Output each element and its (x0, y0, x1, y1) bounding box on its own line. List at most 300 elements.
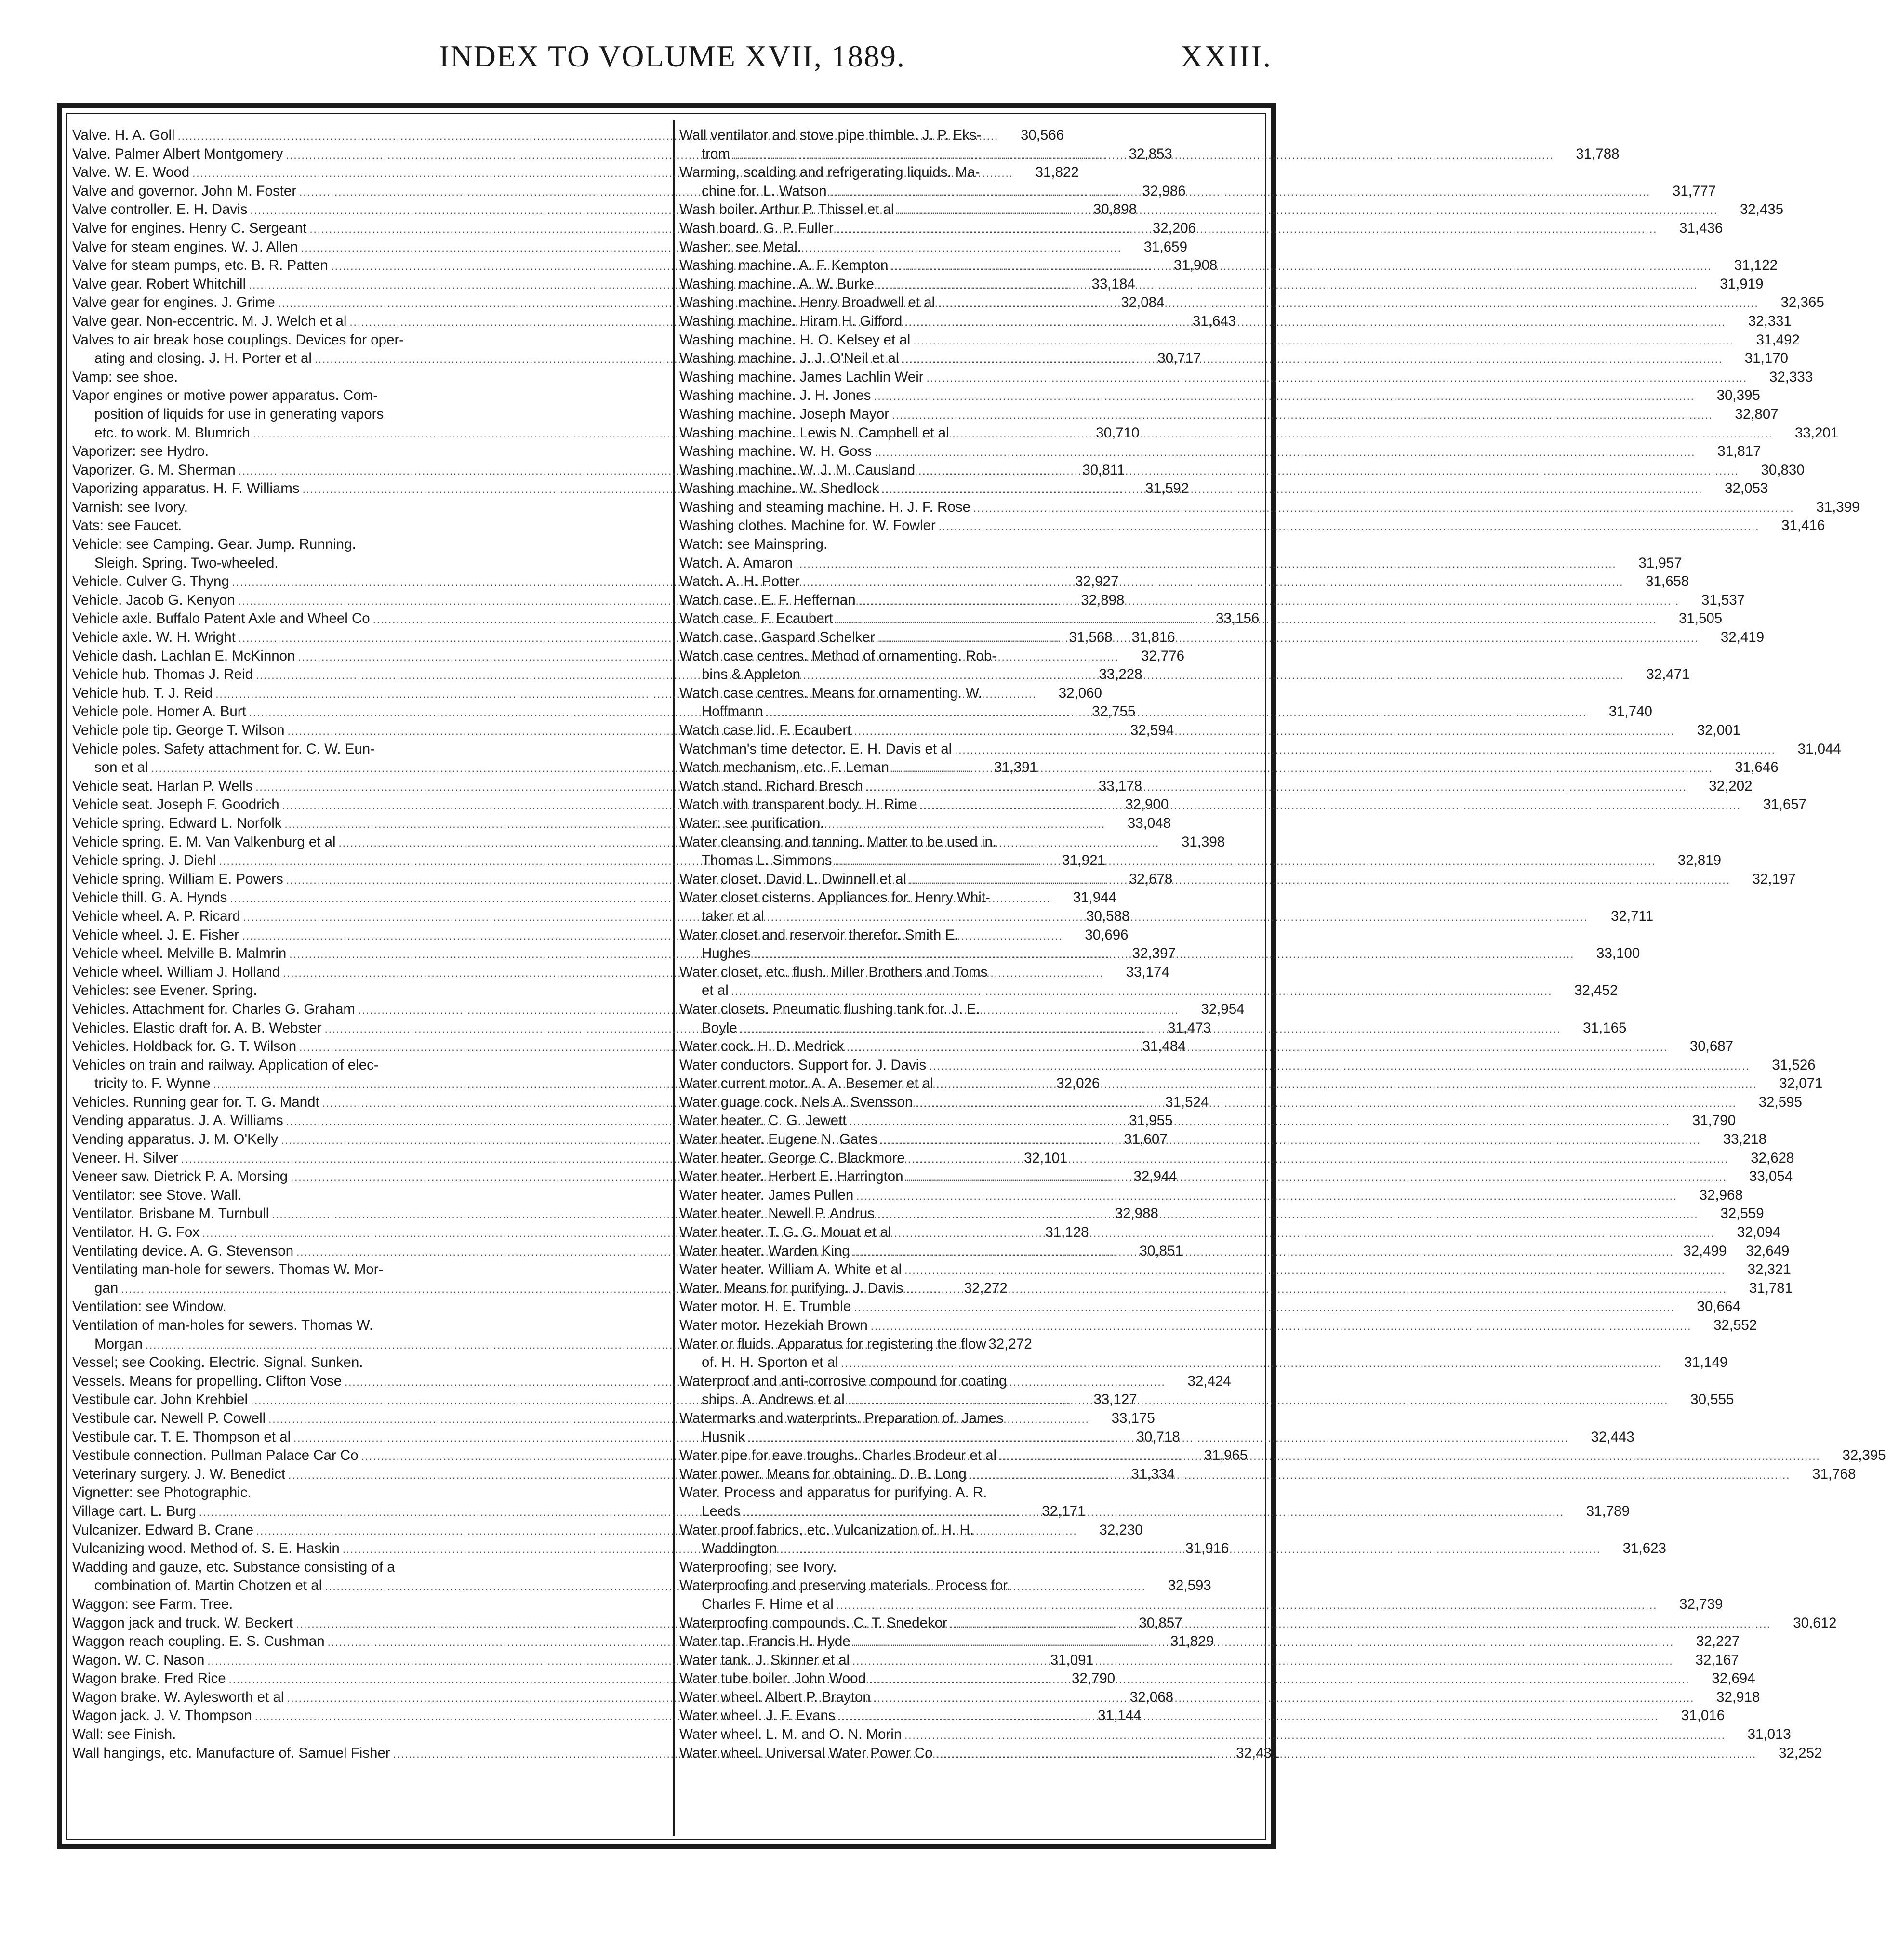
dot-leader (906, 1280, 1727, 1299)
index-entry-line (679, 665, 1690, 684)
entry-text: Vehicle hub. T. J. Reid (72, 685, 213, 701)
entry-text: Valve. Palmer Albert Montgomery (72, 146, 283, 162)
dot-leader (892, 759, 1713, 778)
index-entry-line (72, 1056, 646, 1075)
patent-number: 30,612 (1793, 1615, 1837, 1631)
index-entry-line (679, 888, 1258, 907)
patent-number: 32,272 (988, 1336, 1032, 1352)
dot-leader (838, 1708, 1660, 1726)
patent-number: 32,227 (1696, 1633, 1740, 1650)
index-entry-line (679, 1409, 1258, 1428)
entry-text: Vestibule car. T. E. Thompson et al (72, 1429, 291, 1445)
entry-text: Valve gear. Non-eccentric. M. J. Welch et al (72, 313, 347, 329)
entry-text: Ventilating man-hole for sewers. Thomas W. Mor- (72, 1261, 384, 1278)
entry-text: Water heater. William A. White et al (679, 1261, 902, 1278)
index-entry-line (72, 368, 646, 387)
entry-text: Water or fluids. Apparatus for registering the flow (679, 1336, 986, 1352)
index-entry-line (72, 535, 646, 554)
patent-number: 32,739 (1679, 1596, 1723, 1612)
patent-number: 32,395 (1842, 1447, 1886, 1464)
patent-number: 33,175 (1111, 1410, 1155, 1426)
patent-number: 30,395 (1716, 387, 1760, 404)
index-entry (72, 1353, 646, 1372)
index-entry-line (679, 1428, 1634, 1447)
patent-number: 31,144 (1098, 1708, 1142, 1724)
entry-text: Washer: see Metal. (679, 238, 802, 255)
entry-text: Water proof fabrics, etc. Vulcanization of. H. H. (679, 1522, 974, 1538)
entry-text: Vehicles. Running gear for. T. G. Mandt (72, 1094, 319, 1110)
patent-number: 30,718 (1136, 1429, 1180, 1445)
index-entry (72, 981, 646, 1000)
index-entry-line (679, 461, 1805, 480)
entry-text: Village cart. L. Burg (72, 1503, 196, 1519)
index-entry-line (679, 758, 1779, 777)
patent-number: 30,857 (1139, 1615, 1182, 1631)
patent-number: 33,218 (1723, 1131, 1767, 1148)
patent-number: 31,768 (1812, 1466, 1856, 1482)
patent-number: 32,471 (1646, 666, 1690, 683)
dot-leader (874, 387, 1695, 406)
entry-text: Ventilation: see Window. (72, 1298, 226, 1315)
entry-text: Washing machine. Hiram H. Gifford (679, 313, 903, 329)
index-entry (679, 740, 1841, 759)
patent-number: 32,988 (1115, 1205, 1158, 1222)
entry-text: Watch mechanism, etc. F. Leman (679, 759, 890, 776)
entry-text: Waterproof and anti-corrosive compound for coating (679, 1373, 1007, 1389)
index-entry-line (679, 1725, 1791, 1744)
entry-text: Vehicle poles. Safety attachment for. C. W. Eun- (72, 741, 375, 757)
entry-text: Vehicle spring. E. M. Van Valkenburg et al (72, 834, 336, 850)
patent-number: 33,048 (1127, 815, 1171, 831)
entry-text: Vehicle wheel. A. P. Ricard (72, 908, 240, 924)
dot-leader (767, 908, 1588, 927)
entry-text: Washing machine. Henry Broadwell et al (679, 294, 935, 311)
entry-text: Vessel; see Cooking. Electric. Signal. Sunken. (72, 1354, 363, 1371)
dot-leader (836, 610, 1657, 629)
patent-number: 32,084 (1121, 294, 1165, 311)
index-entry (679, 331, 1800, 350)
entry-text: Washing machine. W. J. M. Causland (679, 462, 916, 478)
dot-leader (877, 276, 1698, 295)
patent-number: 30,696 (1085, 927, 1129, 943)
dot-leader (875, 443, 1696, 462)
patent-number: 31,921 (1062, 852, 1106, 869)
dot-leader (882, 480, 1703, 499)
index-entry-line (679, 1149, 1794, 1168)
entry-text: Vehicle wheel. William J. Holland (72, 964, 280, 980)
index-entry (679, 777, 1753, 796)
entry-text: Vehicles: see Evener. Spring. (72, 982, 257, 999)
index-entry-line (72, 1595, 646, 1614)
patent-number: 31,658 (1646, 573, 1689, 590)
index-entry (679, 609, 1723, 628)
dot-leader (837, 220, 1658, 239)
dot-leader (748, 1429, 1569, 1448)
entry-text: Washing machine. W. Shedlock (679, 480, 879, 497)
index-entry-line (72, 516, 646, 535)
entry-text: Waddington (702, 1540, 777, 1557)
entry-text: Vessels. Means for propelling. Clifton Vose (72, 1373, 342, 1389)
entry-text: position of liquids for use in generating vapors (94, 406, 384, 422)
entry-text: Waterproofing compounds. C. T. Snedekor (679, 1615, 947, 1631)
entry-text: Washing machine. W. H. Goss (679, 443, 872, 460)
index-entry (679, 368, 1813, 387)
index-entry-line (679, 833, 1258, 852)
index-entry (679, 442, 1761, 461)
dot-leader (869, 1670, 1690, 1689)
index-entry-line (679, 1167, 1793, 1186)
index-entry-line (679, 981, 1618, 1000)
index-entry (679, 1167, 1793, 1186)
patent-number: 32,776 (1141, 648, 1185, 664)
dot-leader (853, 1633, 1674, 1652)
patent-number: 31,165 (1583, 1020, 1627, 1036)
dot-leader (918, 462, 1739, 481)
entry-text: Watch: see Mainspring. (679, 536, 828, 553)
index-entry-line (679, 870, 1796, 889)
entry-text: Water cleansing and tanning. Matter to be used in. (679, 834, 997, 850)
patent-number: 31,659 (1143, 238, 1187, 255)
index-entry-line (679, 535, 1258, 554)
dot-leader (908, 1150, 1729, 1169)
dot-leader (859, 592, 1680, 611)
index-entry (679, 1614, 1837, 1633)
entry-text: Water wheel. J. F. Evans (679, 1708, 836, 1724)
patent-number: 33,100 (1596, 945, 1640, 962)
entry-text: Water closet cisterns. Appliances for. Henry Whit- (679, 889, 990, 906)
entry-text: tricity to. F. Wynne (94, 1075, 211, 1092)
index-entry (72, 442, 646, 461)
entry-text: Wall ventilator and stove pipe thimble. J. P. Eks- (679, 127, 982, 143)
dot-leader (803, 573, 1624, 592)
patent-number: 32,252 (1779, 1745, 1822, 1761)
dot-leader (936, 1075, 1757, 1094)
patent-number: 32,694 (1712, 1670, 1755, 1687)
index-entry (679, 163, 1716, 200)
index-entry-line (72, 405, 646, 424)
index-entry (679, 461, 1805, 480)
patent-number: 31,916 (1185, 1540, 1229, 1557)
index-entry (679, 572, 1689, 591)
patent-number: 31,781 (1749, 1280, 1793, 1296)
entry-text: Washing machine. H. O. Kelsey et al (679, 331, 911, 348)
patent-number: 32,094 (1737, 1224, 1781, 1241)
index-entry-line (679, 516, 1825, 535)
index-entry (679, 1465, 1856, 1484)
dot-leader (973, 499, 1794, 518)
entry-text: Water. Means for purifying. J. Davis (679, 1280, 903, 1296)
index-entry-line (72, 554, 646, 573)
patent-number: 32,435 (1740, 201, 1784, 218)
dot-leader (905, 313, 1726, 332)
entry-text: Vats: see Faucet. (72, 517, 182, 534)
entry-text: Washing machine. Joseph Mayor (679, 406, 890, 422)
patent-number: 31,436 (1679, 220, 1723, 236)
index-entry (679, 1707, 1725, 1725)
entry-text: Valve gear. Robert Whitchill (72, 276, 246, 292)
index-entry-line (679, 1037, 1734, 1056)
index-entry-line (679, 1112, 1736, 1130)
entry-text: Water heater. T. G. G. Mouat et al (679, 1224, 891, 1241)
entry-text: Vehicle pole tip. George T. Wilson (72, 722, 285, 738)
index-entry-line (679, 1446, 1886, 1465)
index-entry (679, 219, 1723, 238)
index-entry-line (679, 126, 1258, 145)
patent-number: 30,687 (1689, 1038, 1734, 1055)
entry-text: Water current motor. A. A. Besemer et al (679, 1075, 933, 1092)
entry-text: Ventilator: see Stove. Wall. (72, 1187, 242, 1203)
index-entry-line (679, 1223, 1781, 1242)
patent-number: 31,398 (1181, 834, 1225, 850)
index-entry (679, 293, 1824, 312)
index-entry-line (679, 1130, 1767, 1149)
index-entry (72, 368, 646, 387)
index-entry-line (72, 1558, 646, 1577)
patent-number: 30,717 (1157, 350, 1201, 367)
index-entry (72, 1483, 646, 1502)
entry-text: trom (702, 146, 730, 162)
entry-text: Watch case. F. Ecaubert (679, 610, 833, 627)
index-entry-line (679, 1391, 1734, 1409)
index-entry (679, 1576, 1723, 1614)
patent-number: 32,807 (1735, 406, 1779, 422)
dot-leader (849, 1112, 1670, 1131)
entry-text: Water pipe for eave troughs. Charles Brodeur et al (679, 1447, 997, 1464)
index-entry (679, 1632, 1740, 1651)
dot-leader (999, 1447, 1820, 1466)
dot-leader (929, 1057, 1750, 1076)
index-entry (679, 349, 1788, 368)
entry-text: Waggon jack and truck. W. Beckert (72, 1615, 293, 1631)
index-entry-line (72, 1186, 646, 1205)
patent-number: 31,416 (1781, 517, 1825, 534)
index-entry-line (679, 907, 1654, 926)
entry-text: Water. Process and apparatus for purifying. A. R. (679, 1484, 987, 1501)
patent-number: 31,643 (1192, 313, 1236, 329)
entry-text: Vulcanizer. Edward B. Crane (72, 1522, 254, 1538)
patent-number: 31,016 (1681, 1708, 1725, 1724)
index-entry (679, 535, 1258, 554)
patent-number: 32,593 (1168, 1577, 1211, 1594)
patent-number: 31,492 (1756, 331, 1800, 348)
entry-text: Vignetter: see Photographic. (72, 1484, 252, 1501)
index-entry-line (679, 424, 1839, 443)
entry-text: Valve for engines. Henry C. Sergeant (72, 220, 307, 236)
index-entry-line (679, 795, 1807, 814)
index-entry (679, 795, 1807, 814)
index-entry-line (72, 442, 646, 461)
entry-text: Varnish: see Ivory. (72, 499, 188, 515)
dot-leader (894, 1224, 1715, 1243)
index-entry (72, 1298, 646, 1316)
entry-text: Wagon brake. W. Aylesworth et al (72, 1689, 284, 1705)
entry-text: Water heater. George C. Blackmore (679, 1150, 905, 1166)
entry-text: Valves to air break hose couplings. Devices for oper- (72, 331, 404, 348)
index-entry (679, 1260, 1791, 1279)
entry-text: Washing machine. A. W. Burke (679, 276, 874, 292)
patent-number: 32,711 (1611, 908, 1654, 924)
entry-text: Water heater. Eugene N. Gates (679, 1131, 877, 1148)
entry-text: Vehicle wheel. J. E. Fisher (72, 927, 239, 943)
dot-leader (880, 1131, 1701, 1150)
entry-text: Vestibule connection. Pullman Palace Car Co (72, 1447, 359, 1464)
index-entry-line (679, 1279, 1793, 1298)
patent-number: 31,829 (1170, 1633, 1214, 1650)
patent-number: 32,202 (1709, 778, 1753, 794)
dot-leader (848, 1391, 1669, 1410)
index-entry-line (679, 944, 1640, 963)
index-entry-line (679, 479, 1768, 498)
patent-number: 31,790 (1692, 1112, 1736, 1129)
index-entry (679, 1744, 1822, 1763)
patent-number: 31,919 (1720, 276, 1764, 292)
index-entry (679, 1186, 1743, 1205)
index-entry-line (679, 1074, 1823, 1093)
patent-number: 32,068 (1129, 1689, 1174, 1705)
entry-text: Water tap. Francis H. Hyde (679, 1633, 850, 1650)
index-entry-line (679, 1298, 1740, 1316)
index-entry-line (679, 442, 1761, 461)
index-entry-line (72, 740, 646, 759)
patent-number: 30,566 (1020, 127, 1064, 143)
patent-number: 32,060 (1058, 685, 1102, 701)
patent-number: 33,184 (1091, 276, 1135, 292)
entry-text: Vehicles. Holdback for. G. T. Wilson (72, 1038, 297, 1055)
entry-text: Wall: see Finish. (72, 1726, 176, 1743)
page-title: INDEX TO VOLUME XVII, 1889. (439, 39, 905, 73)
index-entry-line (679, 814, 1258, 833)
entry-text: Veneer saw. Dietrick P. A. Morsing (72, 1168, 288, 1185)
dot-leader (866, 778, 1687, 797)
entry-text: Vestibule car. Newell P. Cowell (72, 1410, 266, 1426)
entry-text: Wagon jack. J. V. Thompson (72, 1708, 252, 1724)
index-entry (72, 1725, 646, 1744)
patent-number: 31,537 (1701, 592, 1745, 608)
patent-number: 32,071 (1779, 1075, 1823, 1092)
patent-number-secondary: 31,568 (1069, 629, 1113, 646)
index-entry-line (679, 1056, 1816, 1075)
index-entry (679, 647, 1690, 684)
index-entry (679, 758, 1779, 777)
index-entry-line (679, 1651, 1739, 1670)
dot-leader (856, 1187, 1677, 1206)
patent-number: 32,333 (1769, 369, 1813, 385)
index-entry-line (679, 1632, 1740, 1651)
entry-text: Water closets. Pneumatic flushing tank for. J. E. (679, 1001, 980, 1017)
dot-leader (853, 1243, 1674, 1262)
patent-number: 32,595 (1758, 1094, 1802, 1110)
index-entry (679, 554, 1682, 573)
patent-number: 32,197 (1752, 871, 1796, 887)
index-entry-line (679, 1353, 1728, 1372)
entry-text: Vehicle spring. William E. Powers (72, 871, 283, 887)
entry-text: Vending apparatus. J. A. Williams (72, 1112, 283, 1129)
index-entry (679, 1521, 1666, 1558)
index-entry (679, 833, 1722, 870)
patent-number: 30,811 (1082, 462, 1125, 478)
patent-number: 31,334 (1131, 1466, 1175, 1482)
dot-leader (780, 1540, 1601, 1559)
index-entry (679, 1279, 1793, 1298)
patent-number: 32,649 (1746, 1243, 1790, 1259)
index-entry (679, 200, 1784, 219)
patent-number: 33,201 (1795, 424, 1839, 441)
patent-number: 32,819 (1677, 852, 1722, 869)
patent-number: 32,968 (1699, 1187, 1743, 1203)
index-entry (679, 721, 1740, 740)
index-entry (72, 498, 646, 517)
index-entry-line (679, 926, 1258, 945)
index-entry (679, 256, 1778, 275)
entry-text: Veneer. H. Silver (72, 1150, 178, 1166)
entry-text: Wagon brake. Fred Rice (72, 1670, 226, 1687)
entry-text: Waterproofing; see Ivory. (679, 1559, 837, 1575)
dot-leader (952, 425, 1773, 444)
index-entry (679, 1130, 1767, 1149)
patent-number: 32,853 (1129, 146, 1172, 162)
patent-number: 32,206 (1152, 220, 1196, 236)
index-entry (679, 1725, 1791, 1744)
entry-text: Wash board. G. P. Fuller (679, 220, 834, 236)
index-entry-line (679, 1186, 1743, 1205)
entry-text: Vaporizer: see Hydro. (72, 443, 209, 460)
index-entry-line (679, 740, 1841, 759)
entry-text: etc. to work. M. Blumrich (94, 424, 250, 441)
entry-text: Valve gear for engines. J. Grime (72, 294, 275, 311)
patent-number: 32,419 (1720, 629, 1765, 646)
entry-text: Valve controller. E. H. Davis (72, 201, 248, 218)
index-entry-line (679, 1688, 1760, 1707)
index-entry-line (72, 331, 646, 350)
index-entry (679, 1335, 1728, 1372)
dot-leader (891, 257, 1712, 276)
patent-number: 30,710 (1096, 424, 1140, 441)
dot-leader (874, 1689, 1695, 1708)
index-entry-line (679, 163, 1258, 182)
dot-leader (766, 703, 1587, 722)
entry-text: Thomas L. Simmons (702, 852, 832, 869)
patent-number: 31,957 (1638, 555, 1682, 571)
patent-number: 32,790 (1071, 1670, 1116, 1687)
entry-text: Water wheel. L. M. and O. N. Morin (679, 1726, 902, 1743)
entry-text: Watch with transparent body. H. Rime (679, 796, 917, 813)
index-entry (679, 126, 1620, 163)
index-entry (72, 516, 646, 535)
entry-text: Water heater. Warden King (679, 1243, 850, 1259)
dot-leader (909, 871, 1730, 890)
entry-text: Washing machine. A. F. Kempton (679, 257, 889, 274)
index-entry (679, 1688, 1760, 1707)
entry-text: Water wheel. Albert P. Brayton (679, 1689, 871, 1705)
dot-leader (902, 350, 1723, 369)
dot-leader (852, 1652, 1673, 1671)
patent-number: 30,851 (1139, 1243, 1183, 1259)
index-entry-line (679, 331, 1800, 350)
dot-leader (803, 666, 1624, 685)
entry-text: bins & Appleton (702, 666, 801, 683)
entry-text: of. H. H. Sporton et al (702, 1354, 838, 1371)
patent-number: 32,101 (1024, 1150, 1068, 1166)
index-entry-line (679, 200, 1784, 219)
entry-text: Wadding and gauze, etc. Substance consisting of a (72, 1559, 395, 1575)
entry-text: Water power. Means for obtaining. D. B. Long (679, 1466, 967, 1482)
patent-number: 31,524 (1165, 1094, 1209, 1110)
index-entry-line (72, 498, 646, 517)
patent-number: 31,822 (1035, 164, 1079, 181)
entry-text: Watchman's time detector. E. H. Davis et al (679, 741, 952, 757)
entry-text: Water heater. C. G. Jewett (679, 1112, 847, 1129)
entry-text: Waggon reach coupling. E. S. Cushman (72, 1633, 325, 1650)
